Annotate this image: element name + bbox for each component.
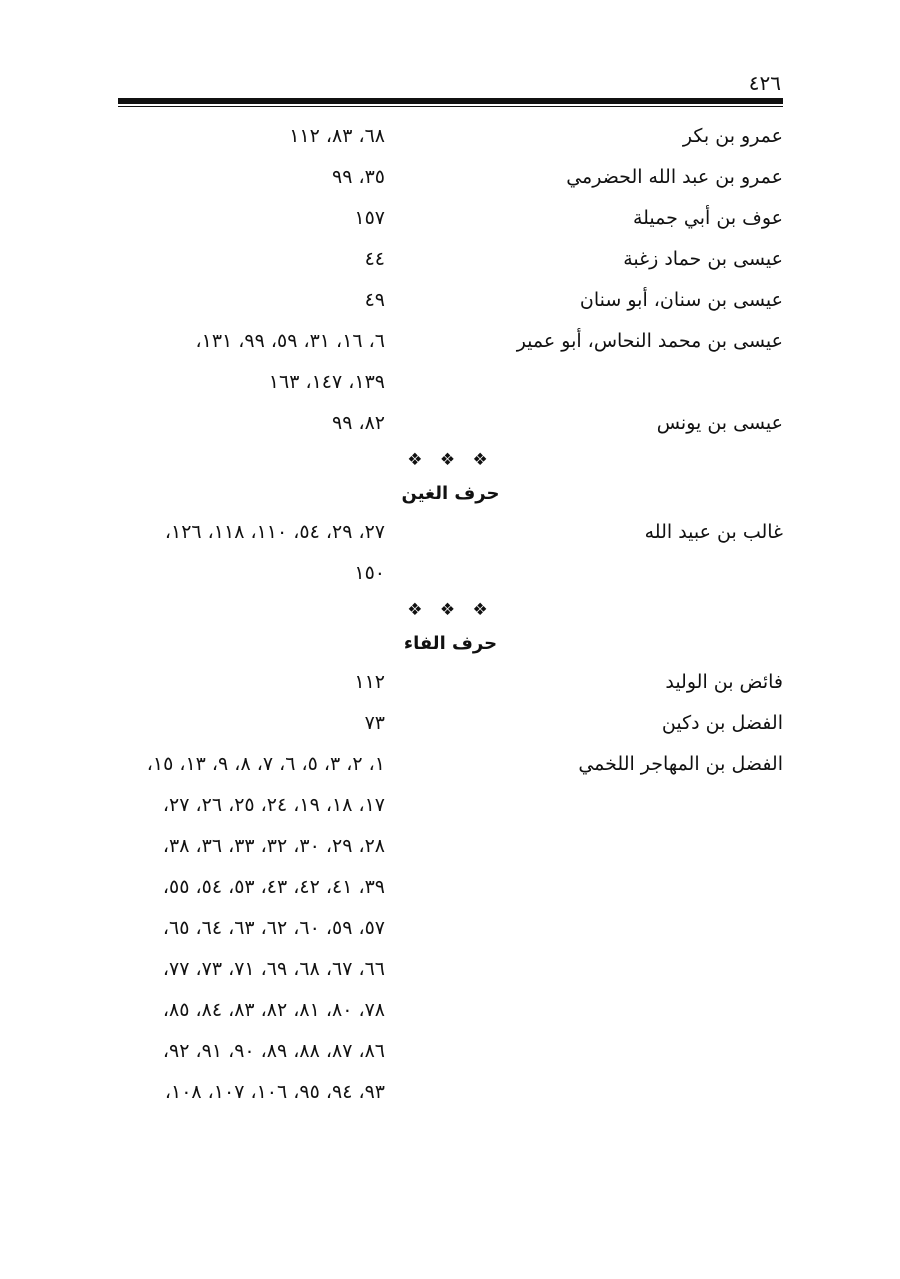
index-entry <box>118 285 783 315</box>
entry-page-references <box>118 708 518 738</box>
header-rule-thin <box>118 106 783 107</box>
page-reference-line: ٩٣، ٩٤، ٩٥، ١٠٦، ١٠٧، ١٠٨، <box>164 1081 385 1103</box>
index-entry <box>118 749 783 1107</box>
index-entry <box>118 244 783 274</box>
page-reference-line: ١١٢ <box>354 671 385 693</box>
entry-page-references <box>118 244 518 274</box>
index-entry <box>118 121 783 151</box>
index-entry <box>118 667 783 697</box>
page-reference-line: ٦، ١٦، ٣١، ٥٩، ٩٩، ١٣١، <box>195 330 385 352</box>
index-page <box>118 70 783 1118</box>
entry-name: فائض بن الوليد <box>665 671 783 693</box>
page-reference-line: ٨٢، ٩٩ <box>331 412 385 434</box>
entry-page-references <box>118 121 518 151</box>
index-entry <box>118 203 783 233</box>
entry-name: عيسى بن حماد زغبة <box>623 248 783 270</box>
entry-page-references <box>118 203 518 233</box>
page-reference-line: ١٥٧ <box>354 207 385 229</box>
page-reference-line: ٦٦، ٦٧، ٦٨، ٦٩، ٧١، ٧٣، ٧٧، <box>162 958 385 980</box>
section-separator: ❖ ❖ ❖ <box>407 450 494 470</box>
entry-page-references <box>118 749 518 1107</box>
page-reference-line: ٥٧، ٥٩، ٦٠، ٦٢، ٦٣، ٦٤، ٦٥، <box>162 917 385 939</box>
page-reference-line: ١، ٢، ٣، ٥، ٦، ٧، ٨، ٩، ١٣، ١٥، <box>146 753 385 775</box>
page-reference-line: ٢٨، ٢٩، ٣٠، ٣٢، ٣٣، ٣٦، ٣٨، <box>162 835 385 857</box>
entry-page-references <box>118 408 518 438</box>
entry-name: غالب بن عبيد الله <box>644 521 783 543</box>
section-heading: حرف الفاء <box>403 633 498 654</box>
index-entries <box>118 121 783 1107</box>
entry-name: عيسى بن محمد النحاس، أبو عمير <box>516 330 783 352</box>
index-entry <box>118 708 783 738</box>
index-entry <box>118 326 783 397</box>
index-entry <box>118 517 783 588</box>
section-heading: حرف الغين <box>401 483 500 504</box>
page-reference-line: ١٧، ١٨، ١٩، ٢٤، ٢٥، ٢٦، ٢٧، <box>162 794 385 816</box>
page-reference-line: ٤٤ <box>364 248 385 270</box>
entry-name: عيسى بن سنان، أبو سنان <box>579 289 783 311</box>
page-reference-line: ٣٩، ٤١، ٤٢، ٤٣، ٥٣، ٥٤، ٥٥، <box>162 876 385 898</box>
entry-page-references <box>118 162 518 192</box>
entry-name: عمرو بن عبد الله الحضرمي <box>566 166 783 188</box>
page-reference-line: ٣٥، ٩٩ <box>331 166 385 188</box>
entry-name: عوف بن أبي جميلة <box>632 207 783 229</box>
entry-page-references <box>118 517 518 588</box>
entry-page-references <box>118 285 518 315</box>
page-reference-line: ١٥٠ <box>354 562 385 584</box>
page-reference-line: ٦٨، ٨٣، ١١٢ <box>289 125 385 147</box>
page-reference-line: ٧٣ <box>364 712 385 734</box>
page-reference-line: ٧٨، ٨٠، ٨١، ٨٢، ٨٣، ٨٤، ٨٥، <box>162 999 385 1021</box>
page-reference-line: ١٣٩، ١٤٧، ١٦٣ <box>268 371 385 393</box>
index-entry <box>118 408 783 438</box>
entry-page-references <box>118 667 518 697</box>
page-number: ٤٢٦ <box>748 71 781 95</box>
entry-name: الفضل بن المهاجر اللخمي <box>578 753 783 775</box>
section-separator: ❖ ❖ ❖ <box>407 600 494 620</box>
page-reference-line: ٤٩ <box>364 289 385 311</box>
entry-name: عمرو بن بكر <box>682 125 783 147</box>
entry-name: عيسى بن يونس <box>656 412 783 434</box>
page-reference-line: ٨٦، ٨٧، ٨٨، ٨٩، ٩٠، ٩١، ٩٢، <box>162 1040 385 1062</box>
entry-name: الفضل بن دكين <box>661 712 783 734</box>
index-entry <box>118 162 783 192</box>
page-reference-line: ٢٧، ٢٩، ٥٤، ١١٠، ١١٨، ١٢٦، <box>164 521 385 543</box>
entry-page-references <box>118 326 518 397</box>
header-rule-thick <box>118 98 783 104</box>
